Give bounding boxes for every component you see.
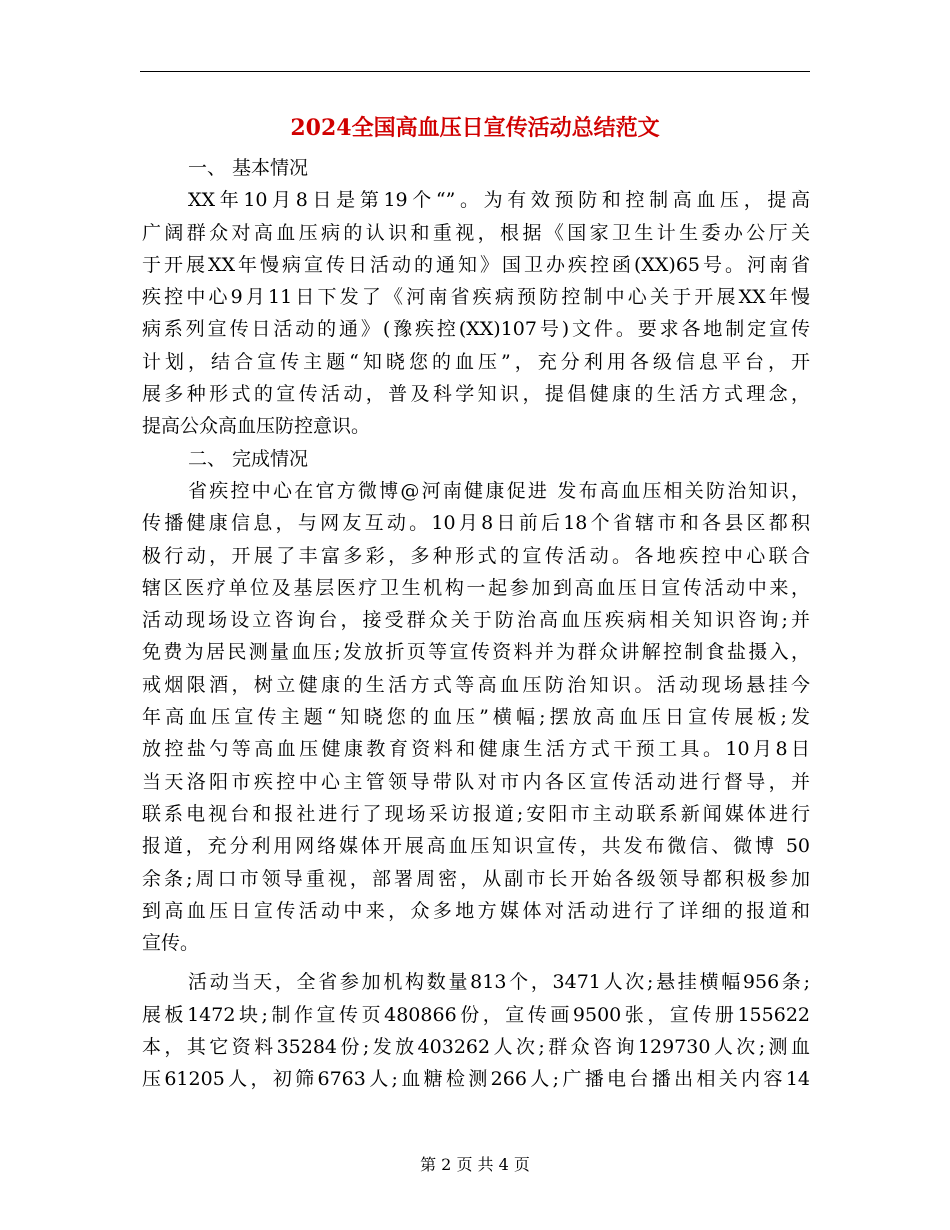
paragraph-line: 戒烟限酒，树立健康的生活方式等高血压防治知识。活动现场悬挂今 [142, 673, 810, 696]
paragraph-line: 辖区医疗单位及基层医疗卫生机构一起参加到高血压日宣传活动中来， [142, 576, 810, 599]
paragraph [142, 184, 810, 442]
paragraph-line: 展板1472块;制作宣传页480866份，宣传画9500张，宣传册155622 [142, 1003, 810, 1026]
paragraph-line: 广阔群众对高血压病的认识和重视，根据《国家卫生计生委办公厅关 [142, 221, 810, 244]
paragraph-spacing [142, 959, 810, 966]
paragraph-line: 省疾控中心在官方微博@河南健康促进 发布高血压相关防治知识， [188, 479, 810, 502]
paragraph-line: 当天洛阳市疾控中心主管领导带队对市内各区宣传活动进行督导，并 [142, 770, 810, 793]
paragraph-line: 压61205人，初筛6763人;血糖检测266人;广播电台播出相关内容14 [142, 1068, 810, 1091]
paragraph-line: 活动当天，全省参加机构数量813个，3471人次;悬挂横幅956条; [188, 971, 810, 994]
paragraph-line: 年高血压宣传主题“知晓您的血压”横幅;摆放高血压日宣传展板;发 [142, 706, 810, 729]
paragraph-line: 本，其它资料35284份;发放403262人次;群众咨询129730人次;测血 [142, 1036, 810, 1059]
paragraph-line: 联系电视台和报社进行了现场采访报道;安阳市主动联系新闻媒体进行 [142, 802, 810, 825]
paragraph-line: 活动现场设立咨询台，接受群众关于防治高血压疾病相关知识咨询;并 [142, 609, 810, 632]
paragraph-line: 极行动，开展了丰富多彩，多种形式的宣传活动。各地疾控中心联合 [142, 544, 810, 567]
paragraph-line: 到高血压日宣传活动中来，众多地方媒体对活动进行了详细的报道和 [142, 899, 810, 922]
paragraph-line: 宣传。 [142, 932, 200, 955]
paragraph-line: 提高公众高血压防控意识。 [142, 415, 371, 438]
document-body [142, 152, 810, 1096]
paragraph [142, 475, 810, 959]
paragraph-line: 于开展XX年慢病宣传日活动的通知》国卫办疾控函(XX)65号。河南省 [142, 253, 810, 276]
section-heading: 二、 完成情况 [188, 447, 309, 470]
paragraph-line: 报道，充分利用网络媒体开展高血压知识宣传，共发布微信、微博 50 [142, 835, 810, 858]
paragraph-line: 免费为居民测量血压;发放折页等宣传资料并为群众讲解控制食盐摄入， [142, 641, 810, 664]
paragraph [142, 966, 810, 1095]
paragraph-line: 放控盐勺等高血压健康教育资料和健康生活方式干预工具。10月8日 [142, 738, 810, 761]
paragraph-line: 疾控中心9月11日下发了《河南省疾病预防控制中心关于开展XX年慢 [142, 286, 810, 309]
paragraph-line: 计划，结合宣传主题“知晓您的血压”，充分利用各级信息平台，开 [142, 350, 810, 373]
header-rule [140, 71, 810, 72]
section-heading: 一、 基本情况 [188, 157, 309, 179]
paragraph-line: 余条;周口市领导重视，部署周密，从副市长开始各级领导都积极参加 [142, 867, 810, 890]
page-number: 第 2 页 共 4 页 [420, 1155, 530, 1174]
paragraph-line: XX年10月8日是第19个“”。为有效预防和控制高血压，提高 [188, 189, 810, 212]
paragraph-line: 传播健康信息，与网友互动。10月8日前后18个省辖市和各县区都积 [142, 512, 810, 535]
document-title: 2024全国高血压日宣传活动总结范文 [290, 115, 660, 141]
paragraph-line: 病系列宣传日活动的通》(豫疾控(XX)107号)文件。要求各地制定宣传 [142, 318, 810, 341]
paragraph-line: 展多种形式的宣传活动，普及科学知识，提倡健康的生活方式理念， [142, 383, 810, 406]
